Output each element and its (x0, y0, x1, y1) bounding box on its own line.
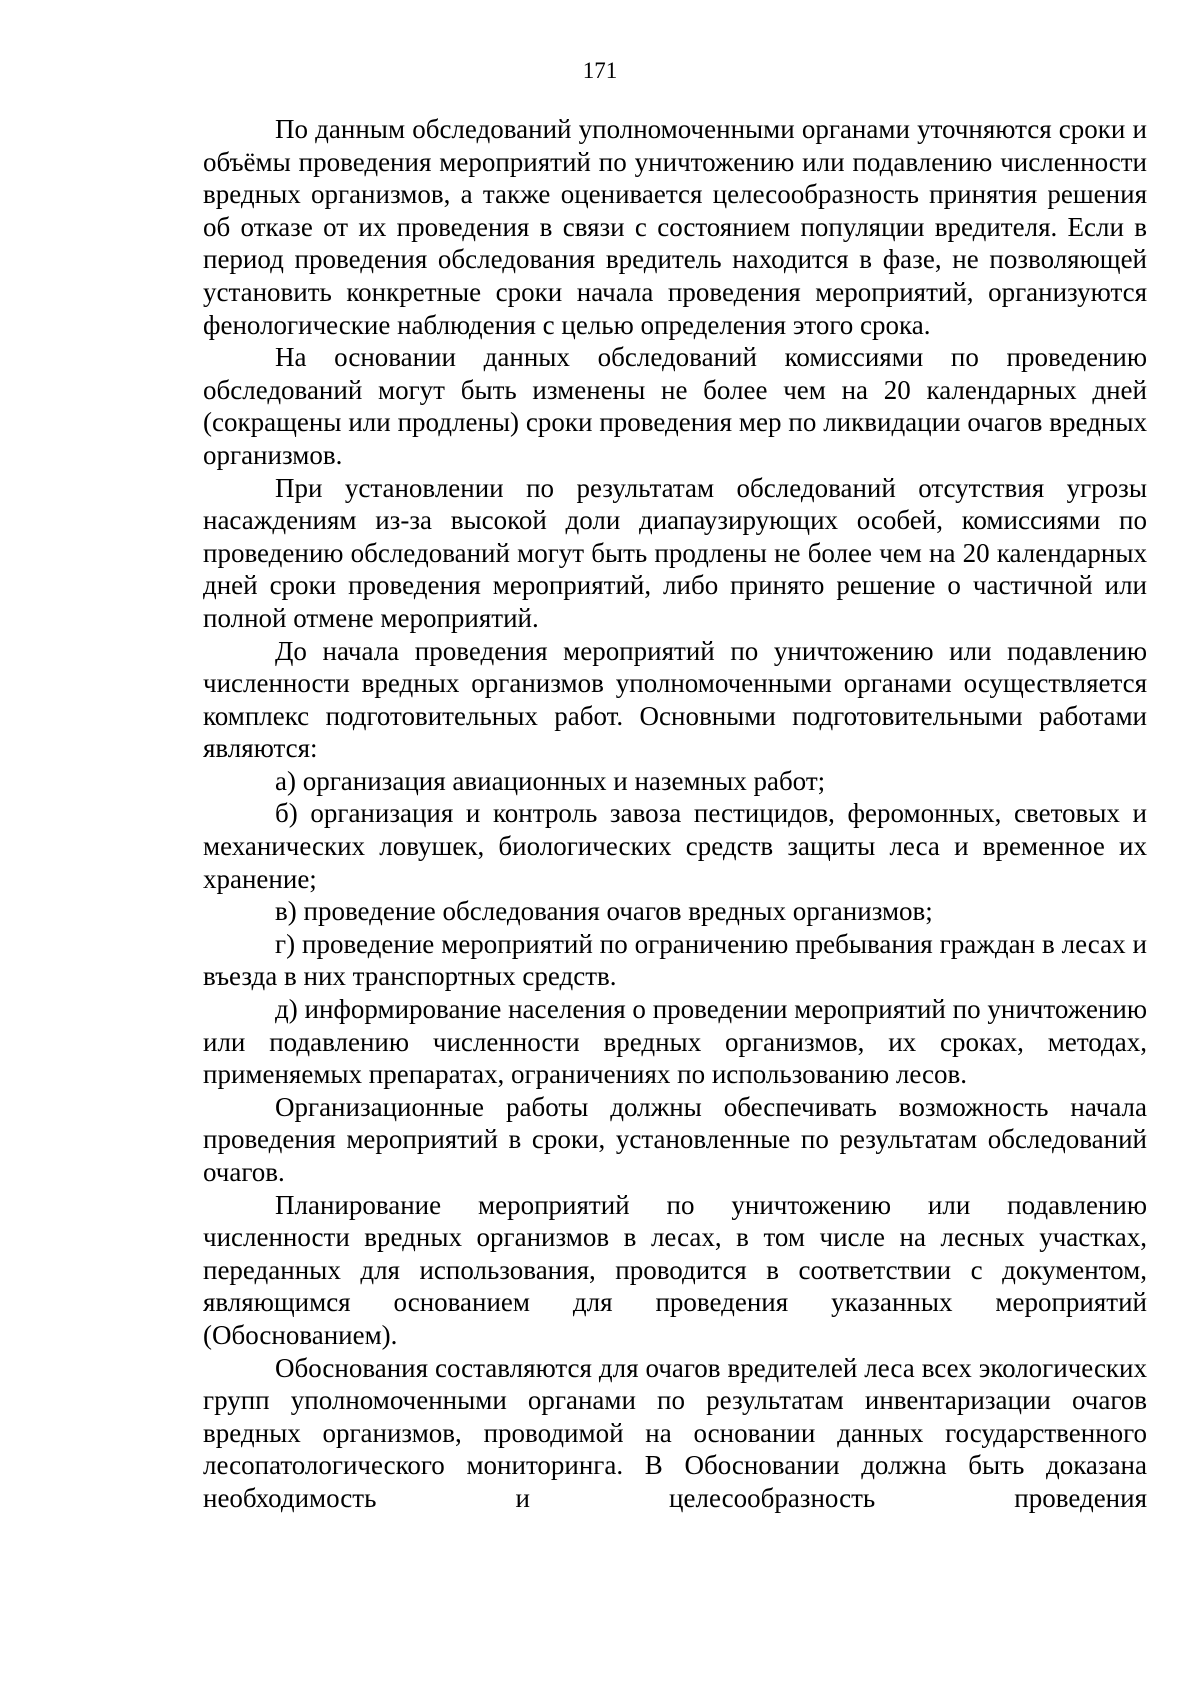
page-number: 171 (582, 58, 618, 83)
list-item-b: б) организация и контроль завоза пестицидов, феромонных, световых и механических ловушек, биологических средств защиты леса и временное их хранение; (203, 798, 1147, 894)
list-item-a: а) организация авиационных и наземных работ; (275, 765, 826, 796)
paragraph-justifications: Обоснования составляются для очагов вредителей леса всех экологических групп уполномоченными органами по результатам инвентаризации очагов вредных организмов, проводимой на основании данных государственного лесопатологического мониторинга. В Обосновании должна быть доказана необходимость и целесообразность проведения (203, 1352, 1147, 1513)
document-body (203, 113, 1147, 1515)
list-item-v: в) проведение обследования очагов вредных организмов; (275, 896, 933, 927)
list-item-g: г) проведение мероприятий по ограничению пребывания граждан в лесах и въезда в них транспортных средств. (203, 928, 1147, 992)
paragraph-organizational-works: Организационные работы должны обеспечивать возможность начала проведения мероприятий в сроки, установленные по результатам обследований очагов. (203, 1091, 1147, 1187)
paragraph-term-change: На основании данных обследований комиссиями по проведению обследований могут быть изменены не более чем на 20 календарных дней (сокращены или продлены) сроки проведения мер по ликвидации очагов вредных организмов. (203, 342, 1147, 470)
paragraph-planning: Планирование мероприятий по уничтожению или подавлению численности вредных организмов в лесах, в том числе на лесных участках, переданных для использования, проводится в соответствии с документом, являющимся основанием для проведения указанных мероприятий (Обоснованием). (203, 1189, 1147, 1350)
paragraph-survey-clarification: По данным обследований уполномоченными органами уточняются сроки и объёмы проведения мероприятий по уничтожению или подавлению численности вредных организмов, а также оценивается целесообразность принятия решения об отказе от их проведения в связи с состоянием популяции вредителя. Если в период проведения обследования вредитель находится в фазе, не позволяющей установить конкретные сроки начала проведения мероприятий, организуются фенологические наблюдения с целью определения этого срока. (203, 114, 1147, 340)
paragraph-preparatory-works: До начала проведения мероприятий по уничтожению или подавлению численности вредных организмов уполномоченными органами осуществляется комплекс подготовительных работ. Основными подготовительными работами являются: (203, 635, 1147, 764)
paragraph-no-threat: При установлении по результатам обследований отсутствия угрозы насаждениям из-за высокой доли диапаузирующих особей, комиссиями по проведению обследований могут быть продлены не более чем на 20 календарных дней сроки проведения мероприятий, либо принято решение о частичной или полной отмене мероприятий. (203, 472, 1147, 633)
list-item-d: д) информирование населения о проведении мероприятий по уничтожению или подавлению численности вредных организмов, их сроках, методах, применяемых препаратах, ограничениях по использованию лесов. (203, 994, 1147, 1090)
